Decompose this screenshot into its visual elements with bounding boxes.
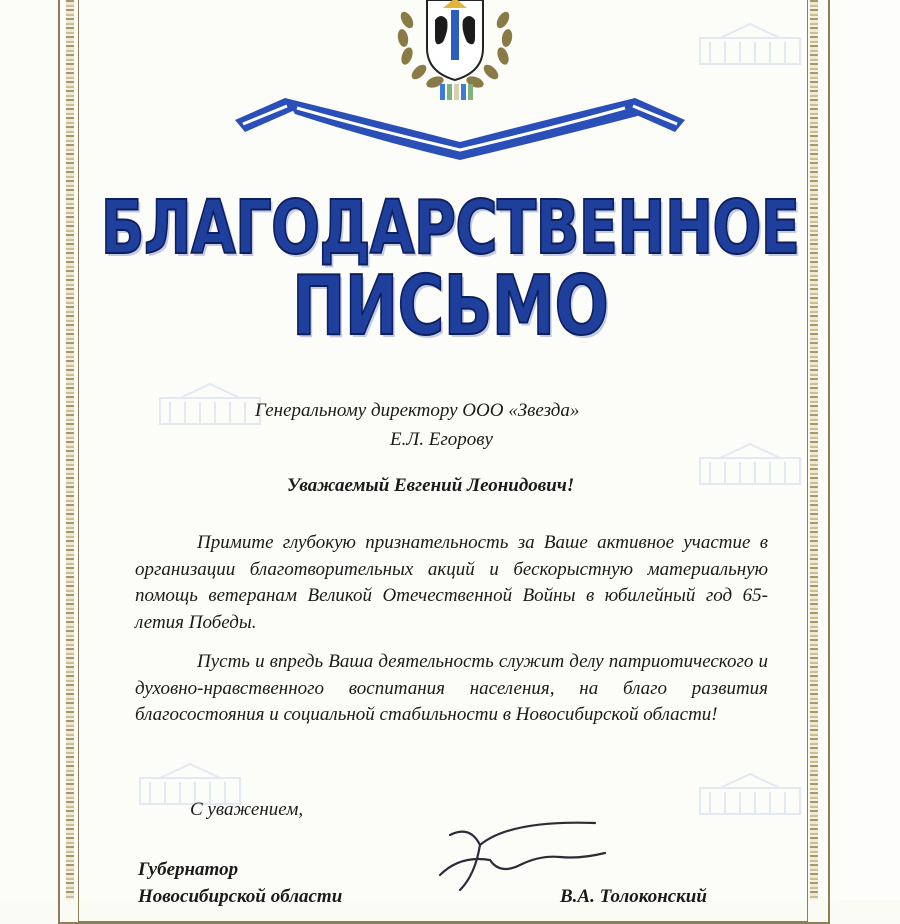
greeting: Уважаемый Евгений Леонидович! bbox=[287, 475, 575, 496]
closing: С уважением, bbox=[190, 799, 304, 820]
page-margin bbox=[840, 0, 900, 900]
body-paragraph-2: Пусть и впредь Ваша деятельность служит делу патриотического и духовно-нравственного воспитания населения, на благо развития благосостояния и социальной стабильности в Новосибирской области! bbox=[135, 651, 768, 725]
signer-title-line2: Новосибирской области bbox=[138, 886, 343, 907]
ribbon-banner-icon bbox=[225, 80, 695, 170]
recipient-line1: Генеральному директору ООО «Звезда» bbox=[255, 400, 580, 421]
letter-title-line1: БЛАГОДАРСТВЕННОЕ bbox=[100, 185, 800, 271]
letter-title-line2: ПИСЬМО bbox=[291, 259, 609, 354]
body-paragraph-1: Примите глубокую признательность за Ваше активное участие в организации благотворительных акций и бескорыстную материальную помощь ветеранам Великой Отечественной Войны в юбилейный год 65-летия Победы. bbox=[135, 532, 768, 633]
frame-ornament-left bbox=[66, 0, 74, 900]
frame-ornament-right bbox=[810, 0, 818, 900]
signer-name: В.А. Толоконский bbox=[560, 886, 707, 907]
signer-title-line1: Губернатор bbox=[138, 859, 239, 880]
recipient-line2: Е.Л. Егорову bbox=[390, 429, 493, 450]
